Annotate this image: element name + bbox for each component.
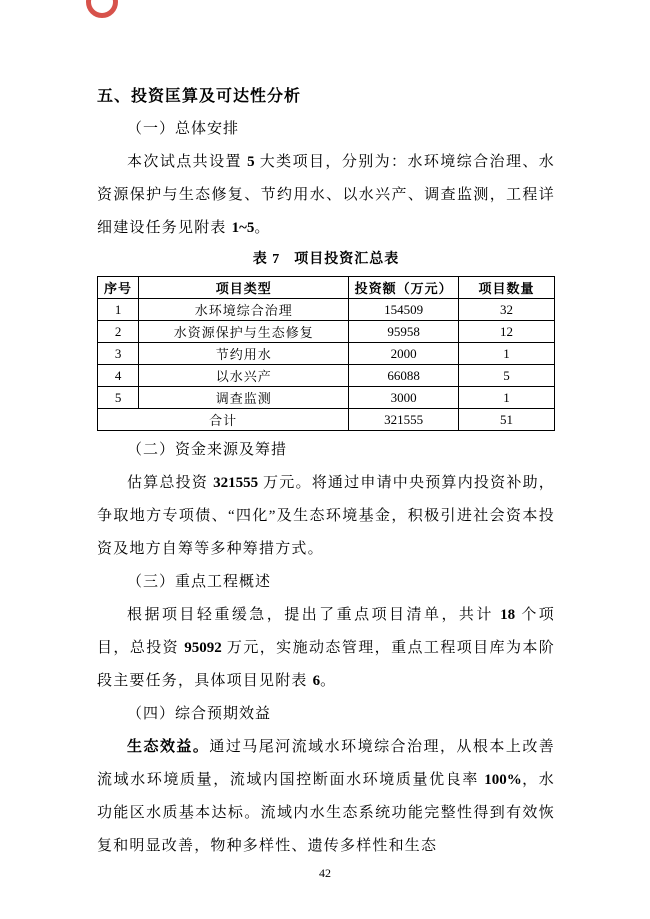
table-cell: 2	[98, 321, 139, 343]
table-cell: 5	[98, 387, 139, 409]
table-cell: 1	[98, 299, 139, 321]
text-run: 估算总投资	[127, 475, 214, 491]
table-cell: 水资源保护与生态修复	[139, 321, 349, 343]
text-run: 万元，实施动态管理，重点工程项目库为本阶段主要任务，具体项目见附表	[97, 640, 556, 689]
text-run: 根据项目轻重缓急，提出了重点项目清单，共计	[127, 607, 501, 623]
text-run: 通过马尾河流域水环境综合治理，从根本上改善流域水环境质量，流域内国控断面水环境质量优良率	[97, 739, 555, 788]
paragraph-ecological-benefits	[97, 731, 555, 863]
table-cell: 12	[459, 321, 555, 343]
table-header-cell: 序号	[98, 277, 139, 299]
table-caption-title: 项目投资汇总表	[294, 252, 400, 267]
paragraph-funding-sources	[97, 467, 555, 566]
section-heading: 五、投资匡算及可达性分析	[97, 88, 302, 105]
table-caption	[97, 245, 555, 275]
text-run: 大类项目，分别为：水环境综合治理、水资源保护与生态修复、节约用水、以水兴产、调查监测，工程详细建设任务见附表	[97, 154, 555, 236]
text-run: 。	[320, 673, 337, 689]
table-row	[98, 343, 555, 365]
table-row	[98, 365, 555, 387]
text-run: 万元。将通过申请中央预算内投资补助，争取地方专项债、“四化”及生态环境基金，积极引进社会资本投资及地方自筹等多种筹措方式。	[97, 475, 555, 557]
table-cell: 95958	[349, 321, 459, 343]
page-content	[97, 80, 555, 863]
sub-heading-funding-sources: （二）资金来源及筹措	[127, 442, 288, 458]
sub-heading-key-projects: （三）重点工程概述	[127, 574, 272, 590]
text-run: 生态效益。	[127, 739, 210, 755]
table-caption-number: 表 7	[252, 252, 281, 267]
text-run: 321555	[213, 475, 259, 491]
watermark-fragment	[86, 0, 156, 14]
table-cell: 3	[98, 343, 139, 365]
text-run: 1~5	[231, 220, 255, 236]
table-total-cell: 51	[459, 409, 555, 431]
table-cell: 2000	[349, 343, 459, 365]
table-header-cell: 项目数量	[459, 277, 555, 299]
text-run: 5	[247, 154, 255, 170]
text-run: 100%	[484, 772, 522, 788]
text-run: 本次试点共设置	[127, 154, 248, 170]
table-total-cell: 321555	[349, 409, 459, 431]
table-cell: 以水兴产	[139, 365, 349, 387]
table-body	[98, 299, 555, 431]
sub-heading-expected-benefits: （四）综合预期效益	[127, 706, 272, 722]
text-run: 。	[254, 220, 271, 236]
text-run: 6	[312, 673, 321, 689]
table-total-row	[98, 409, 555, 431]
table-cell: 154509	[349, 299, 459, 321]
table-cell: 水环境综合治理	[139, 299, 349, 321]
text-run: ，水功能区水质基本达标。流域内水生态系统功能完整性得到有效恢复和明显改善，物种多样性、遗传多样性和生态	[97, 772, 555, 854]
watermark-red-seal-icon	[86, 0, 118, 18]
table-cell: 1	[459, 387, 555, 409]
paragraph-overall-arrangement	[97, 146, 555, 245]
investment-summary-table	[97, 276, 555, 431]
table-cell: 1	[459, 343, 555, 365]
table-cell: 3000	[349, 387, 459, 409]
page-number: 42	[319, 866, 331, 880]
table-header-row	[98, 277, 555, 299]
text-run: 95092	[184, 640, 222, 656]
table-cell: 调查监测	[139, 387, 349, 409]
text-run: 18	[500, 607, 516, 623]
text-run: 个项目，总投资	[97, 607, 556, 656]
table-cell: 节约用水	[139, 343, 349, 365]
sub-heading-overall-arrangement: （一）总体安排	[127, 121, 240, 137]
table-cell: 32	[459, 299, 555, 321]
table-cell: 66088	[349, 365, 459, 387]
table-total-label: 合计	[98, 409, 349, 431]
table-header-cell: 投资额（万元）	[349, 277, 459, 299]
table-cell: 5	[459, 365, 555, 387]
paragraph-key-projects	[97, 599, 555, 698]
table-row	[98, 321, 555, 343]
table-row	[98, 299, 555, 321]
table-row	[98, 387, 555, 409]
table-cell: 4	[98, 365, 139, 387]
table-header-cell: 项目类型	[139, 277, 349, 299]
